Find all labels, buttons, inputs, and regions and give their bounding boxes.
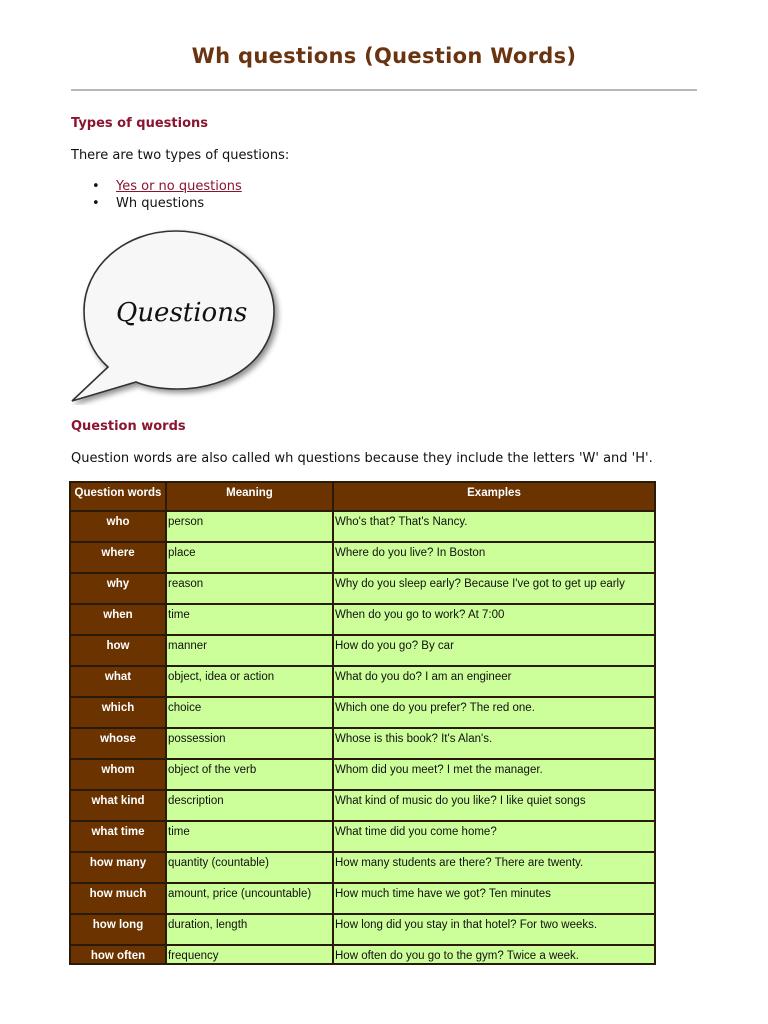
table-row [71,760,654,791]
words-intro: Question words are also called wh questions because they include the letters 'W' and 'H'. [71,451,653,466]
cell-example: How many students are there? There are twenty. [334,853,654,884]
question-words-table [69,481,656,965]
cell-meaning: reason [167,574,334,605]
questions-bubble-image [66,225,286,405]
cell-word: how often [71,946,167,963]
cell-example: How long did you stay in that hotel? For two weeks. [334,915,654,946]
cell-word: who [71,512,167,543]
table-row [71,667,654,698]
cell-example: Why do you sleep early? Because I've got to get up early [334,574,654,605]
list-item [71,195,242,212]
words-heading: Question words [71,419,186,434]
speech-bubble-icon [66,225,286,405]
cell-word: how long [71,915,167,946]
cell-meaning: object of the verb [167,760,334,791]
cell-word: where [71,543,167,574]
table-row [71,791,654,822]
cell-word: which [71,698,167,729]
yes-no-questions-link[interactable]: Yes or no questions [116,179,242,194]
table-header-row [71,483,654,512]
table-row [71,605,654,636]
question-types-list [71,178,242,212]
col-header-examples: Examples [334,483,654,512]
table-row [71,915,654,946]
cell-meaning: quantity (countable) [167,853,334,884]
table-row [71,729,654,760]
bubble-text: Questions [116,298,248,328]
cell-meaning: description [167,791,334,822]
table-row [71,574,654,605]
bullet-icon: • [92,179,100,194]
cell-example: When do you go to work? At 7:00 [334,605,654,636]
cell-example: Whom did you meet? I met the manager. [334,760,654,791]
table-row [71,946,654,963]
cell-word: how [71,636,167,667]
cell-example: What do you do? I am an engineer [334,667,654,698]
cell-word: what kind [71,791,167,822]
table-row [71,884,654,915]
cell-meaning: choice [167,698,334,729]
cell-meaning: frequency [167,946,334,963]
cell-word: what time [71,822,167,853]
cell-word: whom [71,760,167,791]
wh-questions-item: Wh questions [116,196,205,211]
cell-meaning: possession [167,729,334,760]
cell-meaning: duration, length [167,915,334,946]
col-header-words: Question words [71,483,167,512]
table-row [71,636,654,667]
cell-word: why [71,574,167,605]
table-row [71,512,654,543]
table-row [71,543,654,574]
page-title: Wh questions (Question Words) [191,44,577,68]
cell-word: whose [71,729,167,760]
cell-meaning: person [167,512,334,543]
cell-word: how many [71,853,167,884]
cell-meaning: manner [167,636,334,667]
cell-meaning: time [167,605,334,636]
types-heading: Types of questions [71,116,209,131]
cell-example: How often do you go to the gym? Twice a week. [334,946,654,963]
table-row [71,822,654,853]
table-row [71,698,654,729]
cell-example: How much time have we got? Ten minutes [334,884,654,915]
cell-word: what [71,667,167,698]
cell-meaning: time [167,822,334,853]
title-divider [71,89,697,91]
cell-example: How do you go? By car [334,636,654,667]
cell-example: Where do you live? In Boston [334,543,654,574]
cell-example: Whose is this book? It's Alan's. [334,729,654,760]
cell-meaning: amount, price (uncountable) [167,884,334,915]
cell-meaning: place [167,543,334,574]
cell-word: when [71,605,167,636]
types-intro: There are two types of questions: [71,148,290,163]
cell-example: What kind of music do you like? I like quiet songs [334,791,654,822]
cell-example: Who's that? That's Nancy. [334,512,654,543]
cell-example: What time did you come home? [334,822,654,853]
list-item [71,178,242,195]
cell-meaning: object, idea or action [167,667,334,698]
cell-word: how much [71,884,167,915]
col-header-meaning: Meaning [167,483,334,512]
table-row [71,853,654,884]
bullet-icon: • [92,196,100,211]
cell-example: Which one do you prefer? The red one. [334,698,654,729]
